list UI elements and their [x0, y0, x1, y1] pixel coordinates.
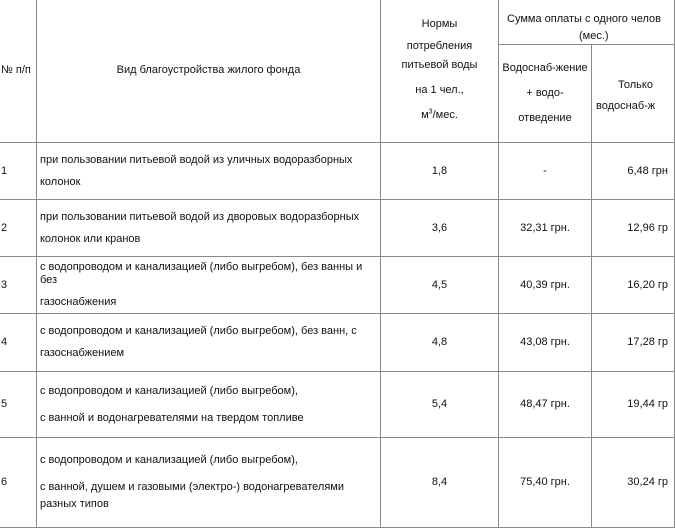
header-num: № п/п [0, 0, 37, 143]
row-sum-both: 75,40 грн. [499, 438, 592, 528]
row-num: 4 [0, 314, 37, 372]
row-desc-line: с ванной, душем и газовыми (электро-) водонагревателями [40, 481, 344, 493]
row-desc-line: с водопроводом и канализацией (либо выгребом), [40, 454, 298, 466]
row-norm: 8,4 [381, 438, 499, 528]
row-desc [37, 143, 381, 200]
header-water-sewer [499, 45, 592, 143]
header-norms-line3: питьевой воды [401, 59, 478, 71]
row-sum-water: 17,28 гр [592, 314, 675, 372]
row-sum-water: 16,20 гр [592, 257, 675, 314]
row-desc-line: разных типов [40, 498, 109, 510]
header-norms-line4: на 1 чел., [415, 84, 464, 96]
row-num: 5 [0, 372, 37, 438]
header-row-1 [0, 0, 675, 45]
header-water-only [592, 45, 675, 143]
row-sum-both: 48,47 грн. [499, 372, 592, 438]
header-ws-line2: + водо- [526, 87, 564, 99]
row-desc-line: с водопроводом и канализацией (либо выгребом), [40, 384, 298, 397]
table-row [0, 143, 675, 200]
row-norm: 1,8 [381, 143, 499, 200]
row-desc-line: с водопроводом и канализацией (либо выгребом), без ванны и без [40, 261, 363, 286]
unit-sup: 3 [428, 108, 433, 116]
table-row [0, 438, 675, 528]
header-ws-line1: Водоснаб-жение [502, 62, 588, 74]
row-sum-water: 30,24 гр [592, 438, 675, 528]
row-num: 3 [0, 257, 37, 314]
row-desc-line: колонок [40, 175, 81, 188]
row-sum-both: 32,31 грн. [499, 200, 592, 257]
header-wo-line2: водоснаб-ж [596, 100, 656, 112]
row-desc-line: газоснабжения [40, 296, 117, 308]
row-sum-water: 6,48 грн [592, 143, 675, 200]
unit-a: м [421, 109, 429, 121]
header-norms [381, 0, 499, 143]
row-desc-line: с ванной и водонагревателями на твердом топливе [40, 411, 304, 424]
row-desc [37, 314, 381, 372]
row-norm: 4,5 [381, 257, 499, 314]
row-sum-both: 43,08 грн. [499, 314, 592, 372]
header-wo-line1: Только [618, 79, 653, 91]
header-ws-line3: отведение [518, 112, 572, 124]
row-desc-line: колонок или кранов [40, 232, 141, 245]
header-type: Вид благоустройства жилого фонда [37, 0, 381, 143]
row-desc-line: при пользовании питьевой водой из дворовых водоразборных [40, 210, 360, 223]
table-row [0, 372, 675, 438]
row-sum-water: 19,44 гр [592, 372, 675, 438]
row-sum-both: - [499, 143, 592, 200]
header-payment-line2: (мес.) [579, 30, 609, 42]
row-desc [37, 200, 381, 257]
header-norms-line1: Нормы [421, 18, 458, 30]
row-desc-line: газоснабжением [40, 347, 125, 359]
header-payment [499, 0, 675, 45]
row-num: 6 [0, 438, 37, 528]
row-num: 2 [0, 200, 37, 257]
row-num: 1 [0, 143, 37, 200]
row-desc [37, 257, 381, 314]
row-desc-line: при пользовании питьевой водой из уличных водоразборных [40, 153, 353, 166]
row-desc-line: с водопроводом и канализацией (либо выгребом), без ванн, с [40, 325, 357, 337]
header-norms-line2: потребления [406, 40, 473, 52]
table-row [0, 200, 675, 257]
table-row [0, 314, 675, 372]
row-sum-both: 40,39 грн. [499, 257, 592, 314]
row-sum-water: 12,96 гр [592, 200, 675, 257]
unit-b: /мес. [432, 109, 458, 121]
header-payment-line1: Сумма оплаты с одного челов [507, 13, 661, 25]
row-norm: 4,8 [381, 314, 499, 372]
row-desc [37, 372, 381, 438]
row-desc [37, 438, 381, 528]
row-norm: 3,6 [381, 200, 499, 257]
row-norm: 5,4 [381, 372, 499, 438]
table-row [0, 257, 675, 314]
header-norms-unit [381, 109, 498, 122]
